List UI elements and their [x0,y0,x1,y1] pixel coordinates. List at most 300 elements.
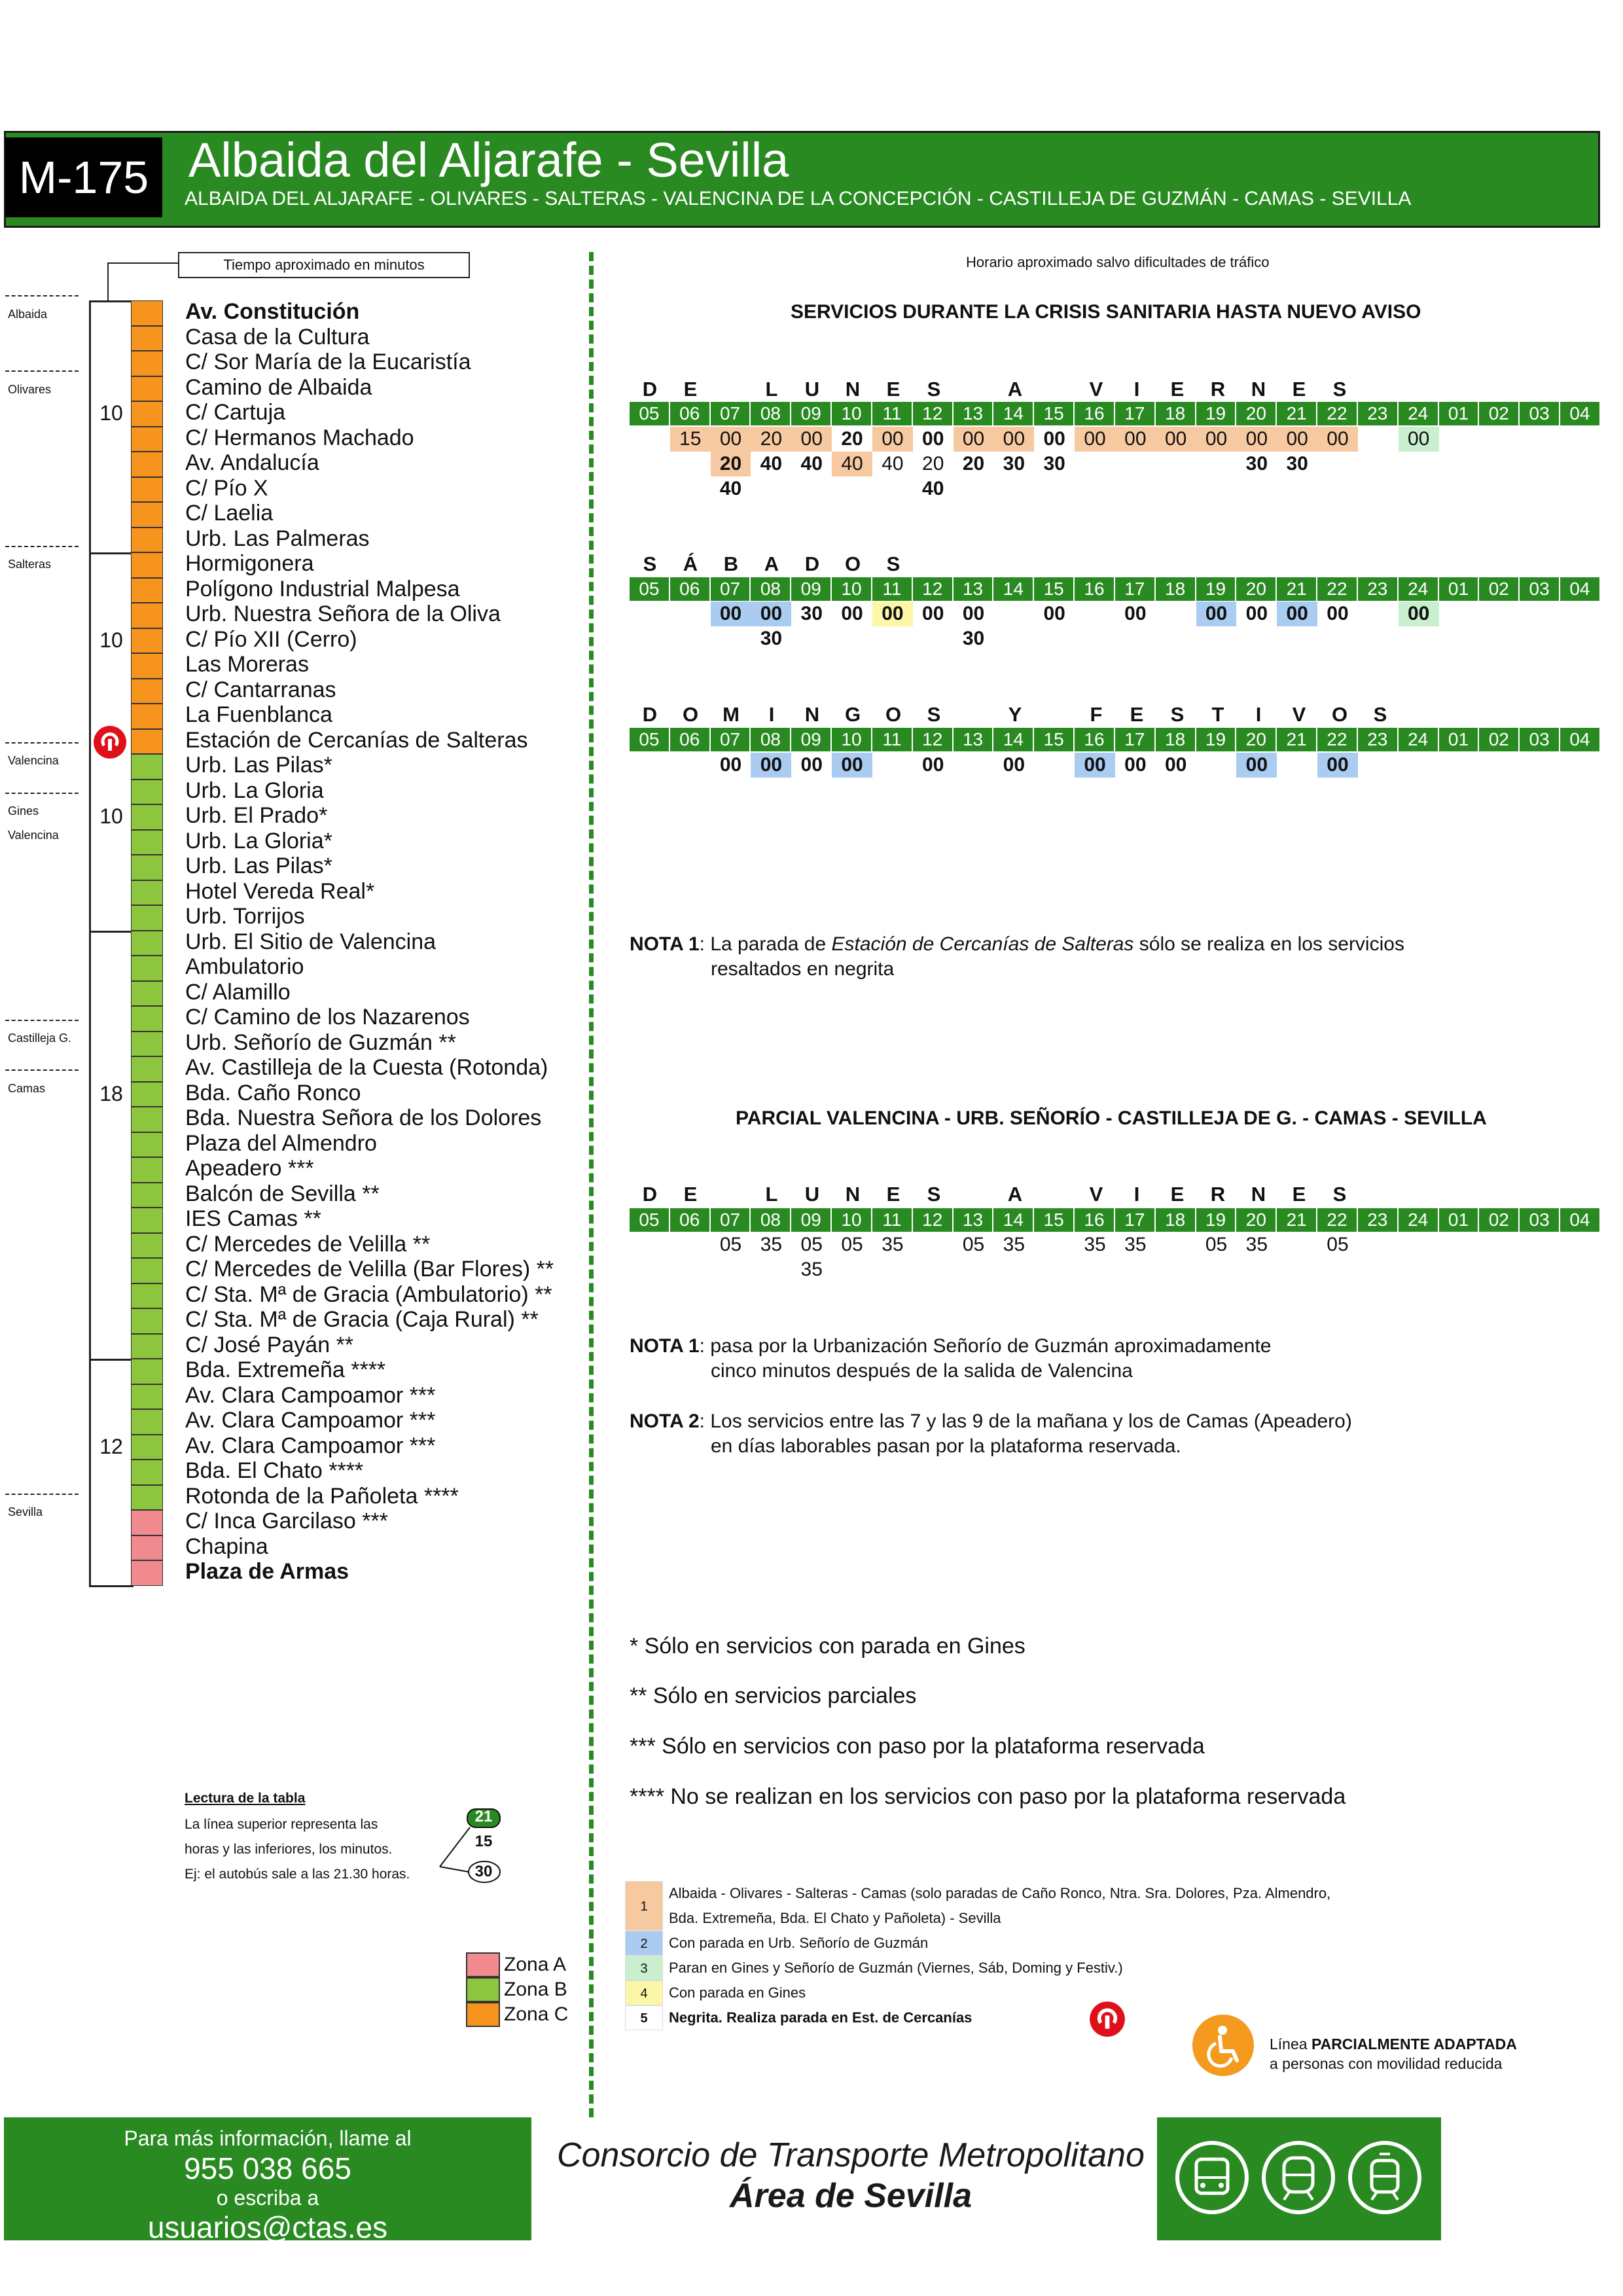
footer-email[interactable]: usuarios@ctas.es [147,2210,388,2244]
title-letter: O [844,552,861,575]
hour-cell: 02 [1479,577,1520,601]
footnote-3: *** Sólo en servicios con paso por la plataforma reservada [630,1734,1205,1759]
title-letter: S [1170,703,1185,726]
travel-time-value: 10 [99,628,123,652]
zone-cell-b [131,1460,163,1485]
departure-minute [1196,476,1237,501]
departure-minute: 00 [1236,427,1277,452]
departure-minute [1277,753,1317,778]
stop-name: Av. Constitución [185,299,360,324]
municipality-label: Valencina [8,754,59,767]
weekdays-minute-row [630,476,1601,501]
stop-name: C/ Camino de los Nazarenos [185,1005,470,1030]
departure-minute: 20 [841,428,863,450]
stop-name: Urb. La Gloria [185,778,324,803]
reading-guide-line2: horas y las inferiores, los minutos. [185,1842,393,1857]
departure-minute [630,427,670,452]
departure-minute [1156,626,1196,651]
hour-cell: 10 [832,577,872,601]
departure-minute [1399,626,1439,651]
departure-minute [993,1257,1034,1282]
departure-minute [1520,601,1560,626]
legend-key-3: 3 [625,1956,663,1981]
departure-minute [711,1257,751,1282]
hour-cell: 13 [954,577,994,601]
footer-contact-box [4,2117,531,2244]
departure-minute: 30 [800,603,823,624]
hour-cell: 09 [791,402,832,425]
departure-minute [1520,427,1560,452]
stop-name: C/ Mercedes de Velilla (Bar Flores) ** [185,1257,554,1282]
metro-icon [1262,2141,1335,2214]
departure-minute: 00 [1156,427,1196,452]
departure-minute [1236,476,1277,501]
departure-minute: 00 [1399,601,1439,626]
departure-minute [913,1232,954,1257]
note-salteras-post: sólo se realiza en los servicios [1133,933,1404,955]
hour-cell: 16 [1075,1208,1115,1232]
title-letter: E [683,378,698,401]
departure-minute: 30 [962,628,985,649]
departure-minute [913,626,954,651]
stop-name: Urb. Torrijos [185,904,305,929]
departure-minute [1358,427,1399,452]
saturdays-minute-row [630,626,1601,651]
hour-cell: 08 [751,577,791,601]
hour-cell: 03 [1520,577,1560,601]
hour-cell: 12 [913,728,954,751]
departure-minute: 35 [1245,1234,1268,1255]
departure-minute: 00 [922,754,944,776]
municipality-label: Sevilla [8,1505,43,1518]
departure-minute: 35 [760,1234,783,1255]
stop-name: C/ Hermanos Machado [185,425,414,450]
footnote-4: **** No se realizan en los servicios con paso por la plataforma reservada [630,1784,1346,1809]
title-letter: Á [683,552,698,575]
departure-minute: 00 [1245,603,1268,624]
departure-minute [1560,626,1601,651]
title-letter: Y [1008,703,1022,726]
stop-name: C/ José Payán ** [185,1332,354,1357]
departure-minute [1196,1257,1237,1282]
departure-minute [791,476,832,501]
hour-cell: 02 [1479,1208,1520,1232]
title-letter: S [1332,1183,1347,1206]
departure-minute [1479,626,1520,651]
departure-minute [791,626,832,651]
footer-phone[interactable]: 955 038 665 [184,2151,351,2185]
hour-cell: 09 [791,1208,832,1232]
departure-minute [1439,1257,1480,1282]
hour-cell: 12 [913,1208,954,1232]
hour-cell: 11 [872,577,913,601]
zone-cell-c [131,477,163,503]
title-letter: O [1331,703,1348,726]
column-divider [589,252,594,2117]
zone-cell-b [131,1183,163,1208]
departure-minute [1075,626,1115,651]
departure-minute [954,1257,994,1282]
departure-minute: 30 [1245,453,1268,475]
departure-minute [1439,452,1480,476]
departure-minute [1358,601,1399,626]
zone-cell-b [131,1409,163,1435]
stop-name: Av. Andalucía [185,450,319,475]
municipality-separator [5,295,79,296]
title-letter: N [845,1183,861,1206]
zone-cell-b [131,1384,163,1410]
stop-name: Ambulatorio [185,954,304,979]
departure-minute [1196,753,1237,778]
departure-minute: 00 [1399,427,1439,452]
hour-cell: 22 [1317,577,1358,601]
footer-transport-modes [1157,2117,1441,2240]
zone-cell-b [131,1308,163,1334]
departure-minute [1560,476,1601,501]
departure-minute [1399,753,1439,778]
note-partial-1-line2: cinco minutos después de la salida de Valencina [711,1360,1133,1382]
departure-minute [1560,1232,1601,1257]
zone-cell-b [131,1056,163,1082]
stop-name: Urb. Las Pilas* [185,753,332,778]
departure-minute: 05 [841,1234,863,1255]
hour-cell: 17 [1115,402,1156,425]
stop-name: Las Moreras [185,652,309,677]
line-code-badge: M-175 [5,137,162,217]
accessibility-bold: PARCIALMENTE ADAPTADA [1311,2036,1517,2053]
municipality-label: Camas [8,1082,46,1095]
departure-minute: 35 [1124,1234,1147,1255]
departure-minute [1520,626,1560,651]
departure-minute: 40 [760,453,783,475]
departure-minute [1358,626,1399,651]
hour-cell: 06 [670,402,711,425]
accessibility-line2: a personas con movilidad reducida [1270,2055,1503,2072]
departure-minute [1317,626,1358,651]
departure-minute [1479,601,1520,626]
hour-cell: 20 [1236,402,1277,425]
title-letter: A [1007,378,1023,401]
hour-cell: 02 [1479,728,1520,751]
footnote-1: * Sólo en servicios con parada en Gines [630,1634,1026,1659]
hour-cell: 14 [993,728,1034,751]
title-letter: S [1373,703,1387,726]
travel-time-value: 12 [99,1434,123,1458]
stop-name: Chapina [185,1534,268,1559]
title-letter: N [845,378,861,401]
stop-name: C/ Pío X [185,475,268,501]
departure-minute [1075,1257,1115,1282]
hour-cell: 06 [670,577,711,601]
departure-minute: 00 [1003,754,1026,776]
footnote-2: ** Sólo en servicios parciales [630,1683,917,1708]
title-letter: E [1292,378,1306,401]
departure-minute [1277,1257,1317,1282]
hour-cell: 02 [1479,402,1520,425]
departure-minute [1034,1232,1075,1257]
note-partial-2-line2: en días laborables pasan por la plataforma reservada. [711,1435,1181,1457]
departure-minute: 40 [719,478,742,499]
title-letter: S [927,1183,941,1206]
note-partial-2-text: : Los servicios entre las 7 y las 9 de la mañana y los de Camas (Apeadero) [699,1410,1352,1432]
title-letter: S [643,552,657,575]
title-letter: R [1210,378,1226,401]
departure-minute: 20 [962,453,985,475]
reading-guide-line3: Ej: el autobús sale a las 21.30 horas. [185,1867,410,1882]
note-salteras-label: NOTA 1 [630,933,700,955]
departure-minute: 00 [800,754,823,776]
saturdays-minute-row [630,601,1601,626]
zone-cell-b [131,981,163,1007]
departure-minute [1115,476,1156,501]
hour-cell: 06 [670,728,711,751]
legend-key-5: 5 [625,2005,663,2030]
departure-minute [832,626,872,651]
departure-minute: 05 [719,1234,742,1255]
stop-name: Apeadero *** [185,1156,314,1181]
hour-cell: 01 [1439,402,1480,425]
departure-minute [1156,476,1196,501]
legend-key-1: 1 [625,1881,663,1931]
title-letter: E [886,378,901,401]
zone-cell-b [131,1258,163,1283]
note-partial-2-label: NOTA 2 [630,1410,700,1432]
departure-minute: 40 [882,453,904,475]
zone-cell-c [131,578,163,603]
zone-cell-b [131,905,163,931]
stop-name: Rotonda de la Pañoleta **** [185,1483,459,1509]
title-letter: E [683,1183,698,1206]
hour-cell: 04 [1560,1208,1601,1232]
stop-name: IES Camas ** [185,1206,321,1231]
legend-text: Con parada en Gines [669,1984,806,2001]
accessibility-prefix: Línea [1270,2036,1311,2053]
hour-cell: 21 [1277,577,1317,601]
stop-name: Hotel Vereda Real* [185,878,375,904]
departure-minute: 00 [1124,754,1147,776]
departure-minute [1358,1232,1399,1257]
departure-minute: 05 [1327,1234,1349,1255]
legend-key-4: 4 [625,1981,663,2005]
zone-cell-c [131,679,163,704]
hour-cell: 18 [1156,577,1196,601]
stop-name: Plaza de Armas [185,1559,349,1584]
stop-name: La Fuenblanca [185,702,332,727]
hour-cell: 10 [832,1208,872,1232]
hour-cell: 21 [1277,728,1317,751]
departure-minute [1479,476,1520,501]
departure-minute [1520,1257,1560,1282]
departure-minute [1115,452,1156,476]
hour-cell: 04 [1560,402,1601,425]
zone-cell-c [131,427,163,452]
stop-name: Urb. El Prado* [185,803,328,828]
departure-minute: 00 [751,753,791,778]
hour-cell: 24 [1399,728,1439,751]
note-salteras-pre: : La parada de [699,933,832,955]
departure-minute [993,626,1034,651]
departure-minute [1479,753,1520,778]
departure-minute [1196,452,1237,476]
reading-guide-line1: La línea superior representa las [185,1817,378,1832]
title-letter: S [927,378,941,401]
departure-minute: 40 [800,453,823,475]
zone-key-label: Zona C [504,2003,569,2025]
departure-minute [1520,1232,1560,1257]
hour-cell: 12 [913,577,954,601]
hour-cell: 24 [1399,1208,1439,1232]
partial-minute-row [630,1232,1601,1257]
stop-name: Plaza del Almendro [185,1130,377,1156]
departure-minute [1439,427,1480,452]
title-letter: L [765,1183,778,1206]
title-letter: N [1251,378,1266,401]
departure-minute: 30 [760,628,783,649]
saturdays-hour-row [630,577,1601,601]
stop-name: Balcón de Sevilla ** [185,1181,380,1206]
municipality-label: Valencina [8,829,59,842]
title-letter: G [844,703,861,726]
stop-name: C/ Sta. Mª de Gracia (Caja Rural) ** [185,1307,539,1332]
departure-minute [1479,1257,1520,1282]
stop-name: Urb. Nuestra Señora de la Oliva [185,601,501,626]
departure-minute: 00 [841,603,863,624]
title-letter: D [642,1183,658,1206]
title-letter: S [886,552,901,575]
hour-cell: 13 [954,728,994,751]
departure-minute [1479,452,1520,476]
stop-name: Av. Clara Campoamor *** [185,1408,436,1433]
departure-minute: 00 [1124,603,1147,624]
departure-minute [1439,476,1480,501]
departure-minute: 00 [719,754,742,776]
departure-minute: 00 [954,427,994,452]
route-subtitle: ALBAIDA DEL ALJARAFE - OLIVARES - SALTERAS - VALENCINA DE LA CONCEPCIÓN - CASTILLEJA DE GUZMÁN - CAMAS - SEVILLA [185,188,1412,209]
stop-name: Av. Clara Campoamor *** [185,1382,436,1408]
zone-cell-b [131,1208,163,1233]
stop-name: C/ Alamillo [185,979,291,1005]
sundays-hour-row [630,728,1601,751]
zone-cell-b [131,1485,163,1511]
stop-name: Urb. Señorío de Guzmán ** [185,1030,456,1055]
time-segment-separator [89,1359,134,1361]
bus-icon [1175,2141,1249,2214]
title-letter: U [804,1183,820,1206]
hour-cell: 14 [993,577,1034,601]
hour-cell: 07 [711,577,751,601]
hour-cell: 20 [1236,728,1277,751]
stop-name: C/ Cartuja [185,400,286,425]
departure-minute: 00 [1115,427,1156,452]
municipality-label: Albaida [8,308,48,321]
hour-cell: 16 [1075,728,1115,751]
hour-cell: 22 [1317,1208,1358,1232]
departure-minute [832,476,872,501]
hour-cell: 08 [751,402,791,425]
departure-minute [1034,753,1075,778]
hour-cell: 03 [1520,728,1560,751]
note-partial-1-label: NOTA 1 [630,1335,700,1357]
note-partial-1 [630,1334,1272,1359]
title-letter: V [1292,703,1306,726]
note-salteras-line2: resaltados en negrita [711,958,895,980]
title-letter: N [1251,1183,1266,1206]
hour-cell: 12 [913,402,954,425]
hour-cell: 19 [1196,728,1237,751]
legend-text: Con parada en Urb. Señorío de Guzmán [669,1935,929,1951]
title-letter: N [804,703,820,726]
stop-name: Bda. Caño Ronco [185,1080,361,1105]
hour-cell: 04 [1560,728,1601,751]
hour-cell: 21 [1277,402,1317,425]
departure-minute [1560,427,1601,452]
hour-cell: 08 [751,1208,791,1232]
departure-minute [630,601,670,626]
departure-minute [993,476,1034,501]
departure-minute: 20 [711,452,751,476]
departure-minute [670,452,711,476]
sundays-minute-row [630,753,1601,778]
stop-name: Av. Clara Campoamor *** [185,1433,436,1458]
time-segment-separator [89,552,134,554]
departure-minute [1075,601,1115,626]
reading-guide-min1: 15 [474,1833,493,1850]
zone-cell-c [131,401,163,427]
hour-cell: 15 [1034,577,1075,601]
hour-cell: 18 [1156,1208,1196,1232]
title-letter: O [885,703,902,726]
time-box-label: Tiempo aproximado en minutos [178,252,470,278]
departure-minute: 35 [800,1259,823,1280]
departure-minute [1317,1257,1358,1282]
zone-cell-c [131,376,163,402]
departure-minute [670,1232,711,1257]
departure-minute [1156,1257,1196,1282]
departure-minute: 00 [1317,753,1358,778]
hour-cell: 15 [1034,1208,1075,1232]
municipality-separator [5,1494,79,1495]
departure-minute [1399,452,1439,476]
departure-minute [1520,452,1560,476]
departure-minute: 00 [1164,754,1187,776]
hour-cell: 05 [630,577,670,601]
departure-minute: 00 [1327,603,1349,624]
departure-minute [872,753,913,778]
hour-cell: 16 [1075,402,1115,425]
hour-cell: 14 [993,1208,1034,1232]
departure-minute: 00 [962,603,985,624]
stop-name: Casa de la Cultura [185,324,370,350]
stop-name: Urb. Las Palmeras [185,526,370,551]
departure-minute [1277,1232,1317,1257]
hour-cell: 13 [954,1208,994,1232]
zone-cell-a [131,1535,163,1561]
cercanias-legend-icon [1089,2001,1126,2041]
zone-cell-b [131,754,163,780]
legend-text: Paran en Gines y Señorío de Guzmán (Viernes, Sáb, Doming y Festiv.) [669,1960,1123,1976]
stop-name: Estación de Cercanías de Salteras [185,727,528,753]
zone-key-swatch [466,1952,500,1977]
departure-minute [1156,601,1196,626]
municipality-separator [5,546,79,547]
hour-cell: 07 [711,402,751,425]
title-letter: S [927,703,941,726]
departure-minute [1075,476,1115,501]
note-partial-1-text: : pasa por la Urbanización Señorío de Guzmán aproximadamente [699,1335,1272,1357]
departure-minute: 05 [800,1234,823,1255]
departure-minute: 00 [711,601,751,626]
zone-key-label: Zona B [504,1979,567,2000]
